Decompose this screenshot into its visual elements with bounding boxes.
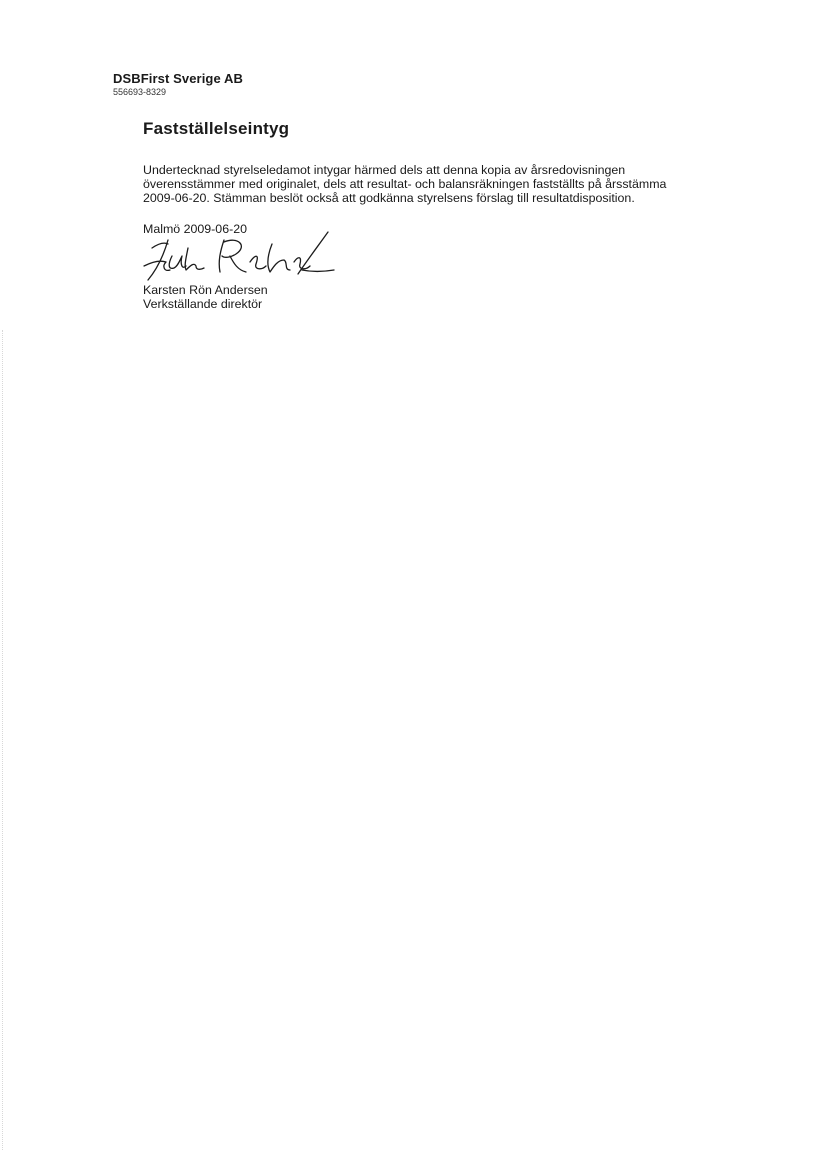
handwritten-signature — [138, 226, 338, 288]
certificate-text-line: 2009-06-20. Stämman beslöt också att godkänna styrelsens förslag till resultatdisposition. — [143, 191, 635, 205]
org-number: 556693-8329 — [113, 87, 167, 97]
scan-edge-artifact — [2, 330, 4, 1150]
place-and-date: Malmö 2009-06-20 — [143, 222, 248, 236]
signatory-name: Karsten Rön Andersen — [143, 283, 268, 297]
signatory-role: Verkställande direktör — [143, 297, 263, 311]
document-title: Fastställelseintyg — [143, 119, 290, 138]
company-name: DSBFirst Sverige AB — [113, 71, 244, 86]
certificate-text-line: överensstämmer med originalet, dels att resultat- och balansräkningen fastställts på årsstämma — [143, 177, 667, 191]
certificate-text-line: Undertecknad styrelseledamot intygar härmed dels att denna kopia av årsredovisningen — [143, 163, 626, 177]
certificate-text — [143, 163, 733, 205]
